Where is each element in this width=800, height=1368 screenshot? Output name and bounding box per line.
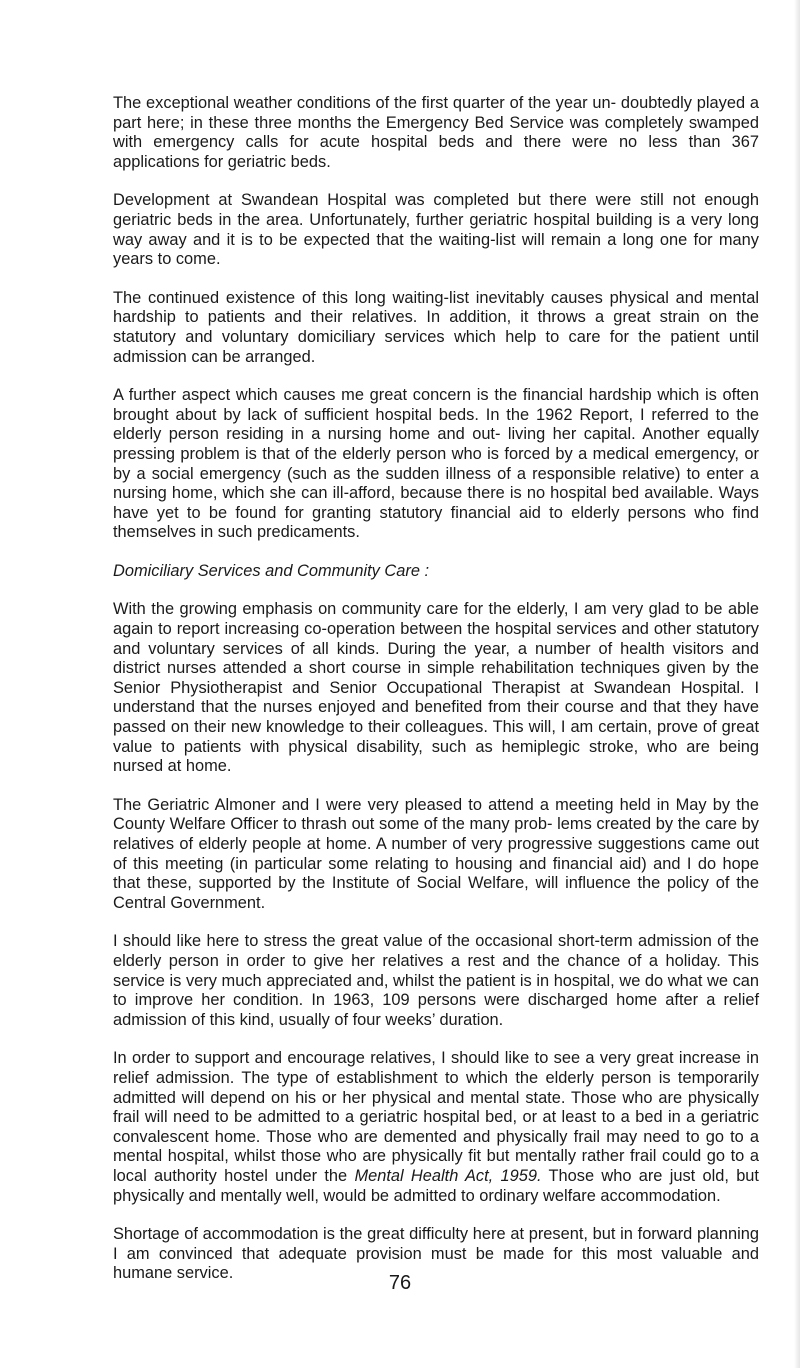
paragraph-short-term-admission: I should like here to stress the great value of the occasional short-term admission of the elderly person in order to give her relatives a rest and the chance of a holiday. This service is very much appreciated and, whilst the patient is in hospital, we do what we can to improve her condition. In 1963, 109 persons were discharged home after a relief admission of this kind, usually of four weeks’ duration. xyxy=(113,932,759,1029)
section-heading: Domiciliary Services and Community Care : xyxy=(113,561,430,580)
paragraph-weather: The exceptional weather conditions of the first quarter of the year un- doubtedly played a part here; in these three months the Emergency Bed Service was completely swamped with emergency calls for acute hospital beds and there were no less than 367 applications for geriatric beds. xyxy=(113,94,759,171)
paragraph-relief-text-start: In order to support and encourage relatives, I should like to see a very great increase in relief admission. The type of establishment to which the elderly person is temporarily admitted will depend on his or her physical and mental state. Those who are physically frail will need to be admitted to a geriatric hospital bed, or at least to a bed in a geriatric convalescent home. Those who are demented and physically frail may need to go to a mental hospital, whilst those who are physically fit but mentally rather frail could go to a local authority hostel under the xyxy=(113,1049,759,1185)
paragraph-relief-text-end: Those who are just old, but physically and mentally well, would be admitted to ordinary welfare accommodation. xyxy=(113,1166,759,1205)
document-body xyxy=(113,94,759,1303)
paragraph-financial-hardship: A further aspect which causes me great concern is the financial hardship which is often brought about by lack of sufficient hospital beds. In the 1962 Report, I referred to the elderly person residing in a nursing home and out- living her capital. Another equally pressing problem is that of the elderly person who is forced by a medical emergency, or by a social emergency (such as the sudden illness of a responsible relative) to enter a nursing home, which she can ill-afford, because there is no hospital bed available. Ways have yet to be found for granting statutory financial aid to elderly persons who find themselves in such predicaments. xyxy=(113,386,759,542)
paragraph-shortage: Shortage of accommodation is the great difficulty here at present, but in forward planning I am convinced that adequate provision must be made for this most valuable and humane service. xyxy=(113,1225,759,1283)
paragraph-swandean-development: Development at Swandean Hospital was completed but there were still not enough geriatric beds in the area. Unfortunately, further geriatric hospital building is a very long way away and it is to be expected that the waiting-list will remain a long one for many years to come. xyxy=(113,191,759,269)
act-citation: Mental Health Act, 1959. xyxy=(354,1166,542,1185)
paragraph-geriatric-almoner: The Geriatric Almoner and I were very pleased to attend a meeting held in May by the County Welfare Officer to thrash out some of the many prob- lems created by the care by relatives of elderly people at home. A number of very progressive suggestions came out of this meeting (in particular some relating to housing and financial aid) and I do hope that these, supported by the Institute of Social Welfare, will influence the policy of the Central Government. xyxy=(113,795,759,912)
page-number: 76 xyxy=(388,1272,412,1294)
page-edge-shadow xyxy=(794,0,800,1368)
paragraph-relief-admission xyxy=(113,1049,759,1206)
paragraph-community-care: With the growing emphasis on community care for the elderly, I am very glad to be able again to report increasing co-operation between the hospital services and other statutory and voluntary services of all kinds. During the year, a number of health visitors and district nurses attended a short course in simple rehabilitation techniques given by the Senior Physiotherapist and Senior Occupational Therapist at Swandean Hospital. I understand that the nurses enjoyed and benefited from their course and that they have passed on their new knowledge to their colleagues. This will, I am certain, prove of great value to patients with physical disability, such as hemiplegic stroke, who are being nursed at home. xyxy=(113,600,759,776)
paragraph-waiting-list: The continued existence of this long waiting-list inevitably causes physical and mental hardship to patients and their relatives. In addition, it throws a great strain on the statutory and voluntary domiciliary services which help to care for the patient until admission can be arranged. xyxy=(113,288,759,366)
